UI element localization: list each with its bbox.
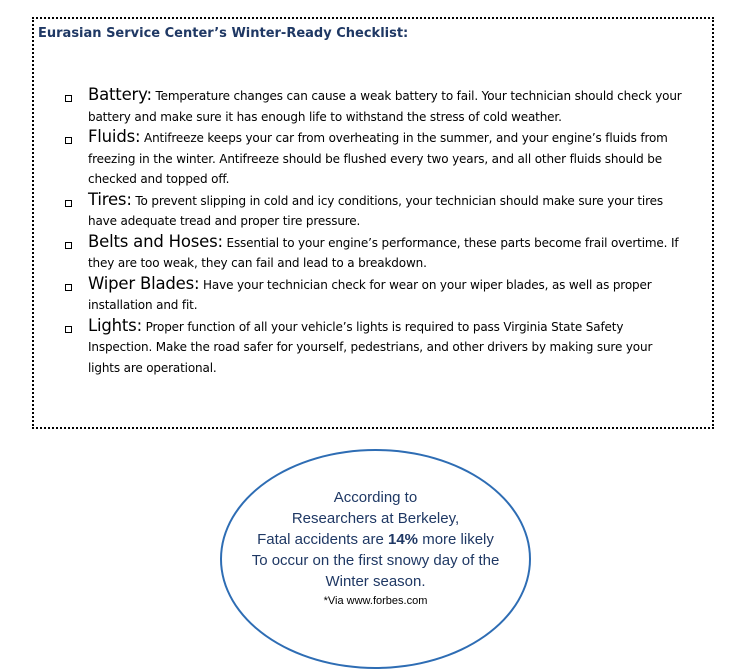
stat-line: Researchers at Berkeley,: [291, 510, 460, 527]
checkbox-icon: [65, 326, 72, 333]
checkbox-icon: [65, 95, 72, 102]
checkbox-icon: [65, 284, 72, 291]
item-term: Fluids:: [88, 127, 141, 146]
checklist-item-wiper-blades: [62, 274, 682, 316]
checklist-title: Eurasian Service Center’s Winter-Ready Checklist:: [38, 26, 409, 41]
item-description: Temperature changes can cause a weak battery to fail. Your technician should check your battery and make sure it has enough life to withstand the stress of cold weather.: [88, 89, 682, 124]
stat-text: more likely: [418, 531, 494, 548]
stat-line: Winter season.: [325, 573, 426, 590]
checkbox-icon: [65, 200, 72, 207]
item-description: Have your technician check for wear on your wiper blades, as well as proper installation and fit.: [88, 277, 652, 312]
checkbox-icon: [65, 137, 72, 144]
checkbox-icon: [65, 242, 72, 249]
item-description: Proper function of all your vehicle’s lights is required to pass Virginia State Safety Inspection. Make the road safer for yourself, pedestrians, and other drivers by making sure your lights are operational.: [88, 319, 653, 375]
checklist-items: [62, 85, 682, 378]
checklist-item-fluids: [62, 127, 682, 190]
item-term: Wiper Blades:: [88, 273, 200, 293]
stat-line: To occur on the first snowy day of the: [251, 552, 500, 569]
stat-source: *Via www.forbes.com: [323, 595, 428, 607]
checklist-item-belts-hoses: [62, 232, 682, 274]
checklist-item-tires: [62, 190, 682, 232]
stat-percent: 14%: [388, 531, 419, 548]
stat-line-percent: [220, 529, 531, 550]
stat-text: Fatal accidents are: [257, 531, 388, 548]
item-term: Tires:: [88, 189, 132, 209]
item-term: Belts and Hoses:: [88, 231, 223, 251]
checklist-item-battery: [62, 85, 682, 127]
stat-line: According to: [333, 489, 418, 506]
item-description: Essential to your engine’s performance, these parts become frail overtime. If they are too weak, they can fail and lead to a breakdown.: [88, 235, 679, 270]
item-term: Battery:: [88, 85, 152, 104]
item-term: Lights:: [88, 315, 142, 335]
stat-callout: [220, 487, 531, 610]
checklist-item-lights: [62, 316, 682, 379]
item-description: To prevent slipping in cold and icy conditions, your technician should make sure your tires have adequate tread and proper tire pressure.: [88, 193, 663, 228]
item-description: Antifreeze keeps your car from overheating in the summer, and your engine’s fluids from freezing in the winter. Antifreeze should be flushed every two years, and all other fluids should be checked and topped off.: [88, 131, 668, 186]
